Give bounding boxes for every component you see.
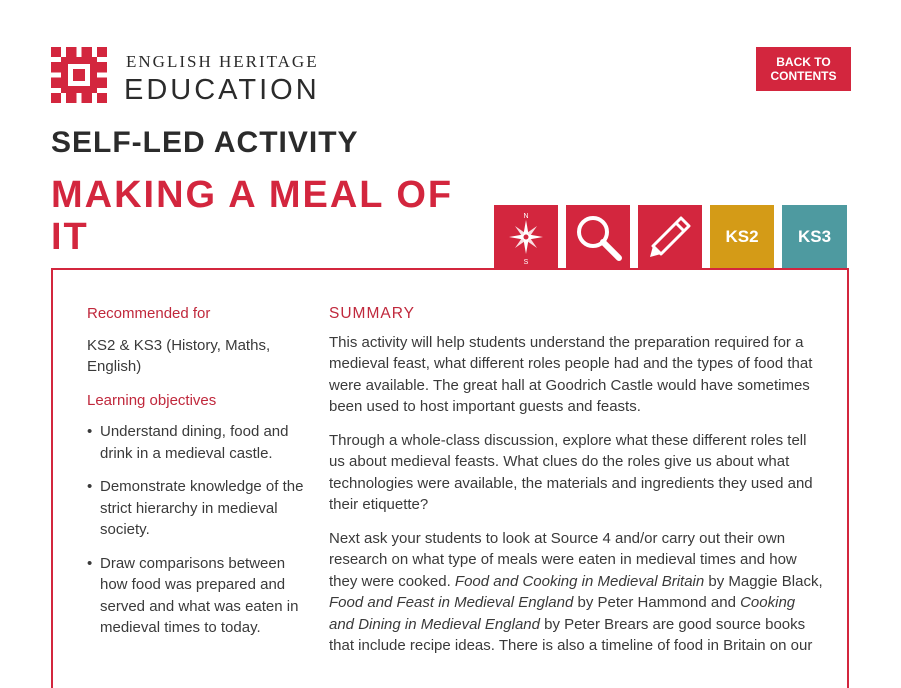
- compass-s-label: S: [523, 258, 529, 266]
- book-title: Food and Feast in Medieval England: [329, 594, 574, 611]
- recommended-text: KS2 & KS3 (History, Maths, English): [87, 336, 271, 375]
- magnifier-tile: [566, 205, 630, 268]
- logo-text-bottom: EDUCATION: [124, 74, 320, 106]
- page-title: MAKING A MEAL OF IT: [51, 174, 454, 258]
- sidebar-column: [87, 303, 307, 651]
- summary-paragraph-1: This activity will help students understand the preparation required for a medieval feast, what different roles people had and the types of food that were available. The great hall at Goodrich Castle would have sometimes been used to host important guests and feasts.: [329, 333, 813, 415]
- compass-n-label: N: [523, 212, 529, 220]
- magnifier-icon: [571, 210, 625, 264]
- compass-tile: [494, 205, 558, 268]
- summary-heading: SUMMARY: [329, 305, 415, 322]
- back-to-contents-label: BACK TO CONTENTS: [770, 55, 837, 83]
- english-heritage-logo-icon: [51, 47, 107, 103]
- paragraph-text: by Peter Hammond and: [573, 594, 741, 611]
- book-title: Food and Cooking in Medieval Britain: [454, 572, 705, 590]
- objectives-heading: Learning objectives: [87, 391, 217, 409]
- activity-tiles: [494, 205, 847, 268]
- back-to-contents-button[interactable]: [756, 47, 851, 91]
- ks2-badge: KS2: [710, 205, 774, 268]
- pencil-tile: [638, 205, 702, 268]
- recommended-heading: Recommended for: [87, 305, 211, 322]
- pencil-icon: [645, 212, 695, 262]
- paragraph-text: Next ask your students to look at Source 4 and/or carry out their own research on what type of meals were eaten in medieval times and how they were cooked.: [329, 529, 797, 590]
- summary-paragraph-2: Through a whole-class discussion, explore what these different roles tell us about medieval feasts. What clues do the roles give us about what technologies were available, the materials and ingredients they used and their etiquette?: [329, 431, 813, 513]
- objective-item: • Understand dining, food and drink in a medieval castle.: [87, 421, 307, 464]
- objectives-list: [87, 421, 307, 639]
- objective-item: • Draw comparisons between how food was prepared and served and what was eaten in medieval times to today.: [87, 553, 307, 639]
- paragraph-text: by Peter Brears are good source books that include recipe ideas. There is also a timeline of food in Britain on our: [329, 615, 813, 654]
- compass-icon: [501, 208, 551, 266]
- book-title: Cooking and Dining in Medieval England: [329, 594, 796, 633]
- page-subtitle: SELF-LED ACTIVITY: [51, 126, 359, 159]
- paragraph-text: by Maggie Black,: [704, 572, 823, 590]
- logo-text-top: ENGLISH HERITAGE: [126, 52, 319, 71]
- objective-item: • Demonstrate knowledge of the strict hierarchy in medieval society.: [87, 476, 307, 541]
- summary-column: [329, 303, 824, 669]
- ks3-badge: KS3: [782, 205, 847, 268]
- summary-paragraph-3: [329, 528, 824, 657]
